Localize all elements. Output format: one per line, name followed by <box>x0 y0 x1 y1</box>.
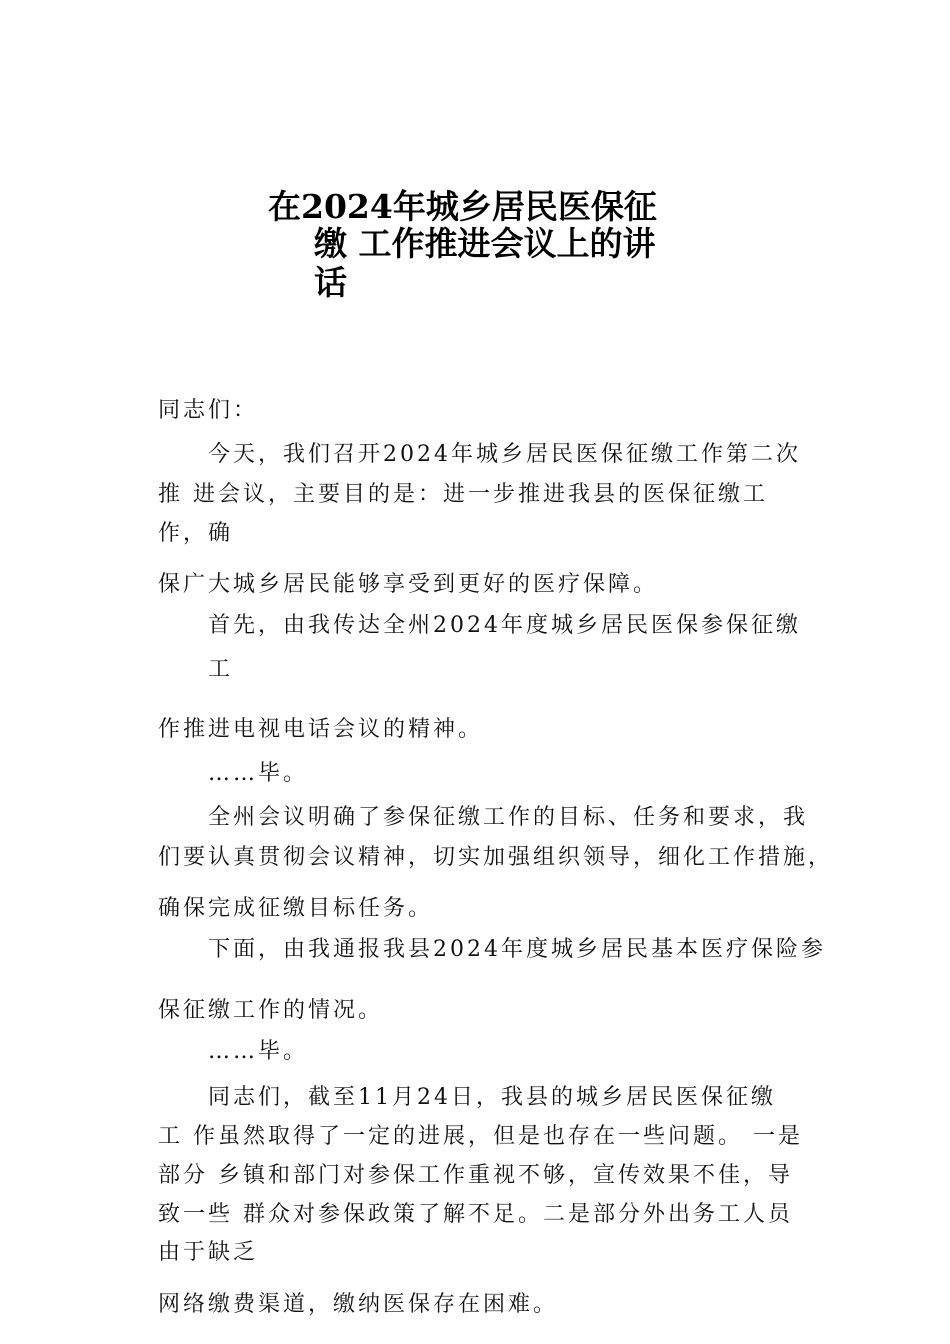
body-line: 工 作虽然取得了一定的进展，但是也存在一些问题。 一是 <box>158 1124 803 1149</box>
body-line: 们要认真贯彻会议精神，切实加强组织领导，细化工作措施， <box>158 845 834 870</box>
body-line: 网络缴费渠道，缴纳医保存在困难。 <box>158 1292 559 1317</box>
body-line: 作推进电视电话会议的精神。 <box>158 717 484 742</box>
title-line-3: 话 <box>314 263 347 302</box>
body-line: 今天，我们召开2024年城乡居民医保征缴工作第二次 <box>208 442 801 467</box>
body-line: 推 进会议，主要目的是：进一步推进我县的医保征缴工 <box>158 482 768 507</box>
body-line: 致一些 群众对参保政策了解不足。二是部分外出务工人员 <box>158 1202 793 1227</box>
body-line: ……毕。 <box>208 761 309 786</box>
title-line-1: 在2024年城乡居民医保征 <box>268 187 657 226</box>
body-line: 确保完成征缴目标任务。 <box>158 896 434 921</box>
body-line: 保广大城乡居民能够享受到更好的医疗保障。 <box>158 572 659 597</box>
body-line: 作，确 <box>158 521 234 546</box>
title-line-2: 缴 工作推进会议上的讲 <box>314 224 656 263</box>
body-line: 保征缴工作的情况。 <box>158 998 384 1023</box>
body-line: 首先，由我传达全州2024年度城乡居民医保参保征缴 <box>208 613 801 638</box>
body-line: 部分 乡镇和部门对参保工作重视不够，宣传效果不佳，导 <box>158 1163 793 1188</box>
body-line: 同志们，截至11月24日，我县的城乡居民医保征缴 <box>208 1085 776 1110</box>
body-line: 由于缺乏 <box>158 1240 259 1265</box>
salutation: 同志们： <box>158 398 259 423</box>
body-line: 全州会议明确了参保征缴工作的目标、任务和要求，我 <box>208 805 809 830</box>
body-line: 下面，由我通报我县2024年度城乡居民基本医疗保险参 <box>208 937 826 962</box>
body-line: ……毕。 <box>208 1039 309 1064</box>
body-line: 工 <box>208 657 234 682</box>
